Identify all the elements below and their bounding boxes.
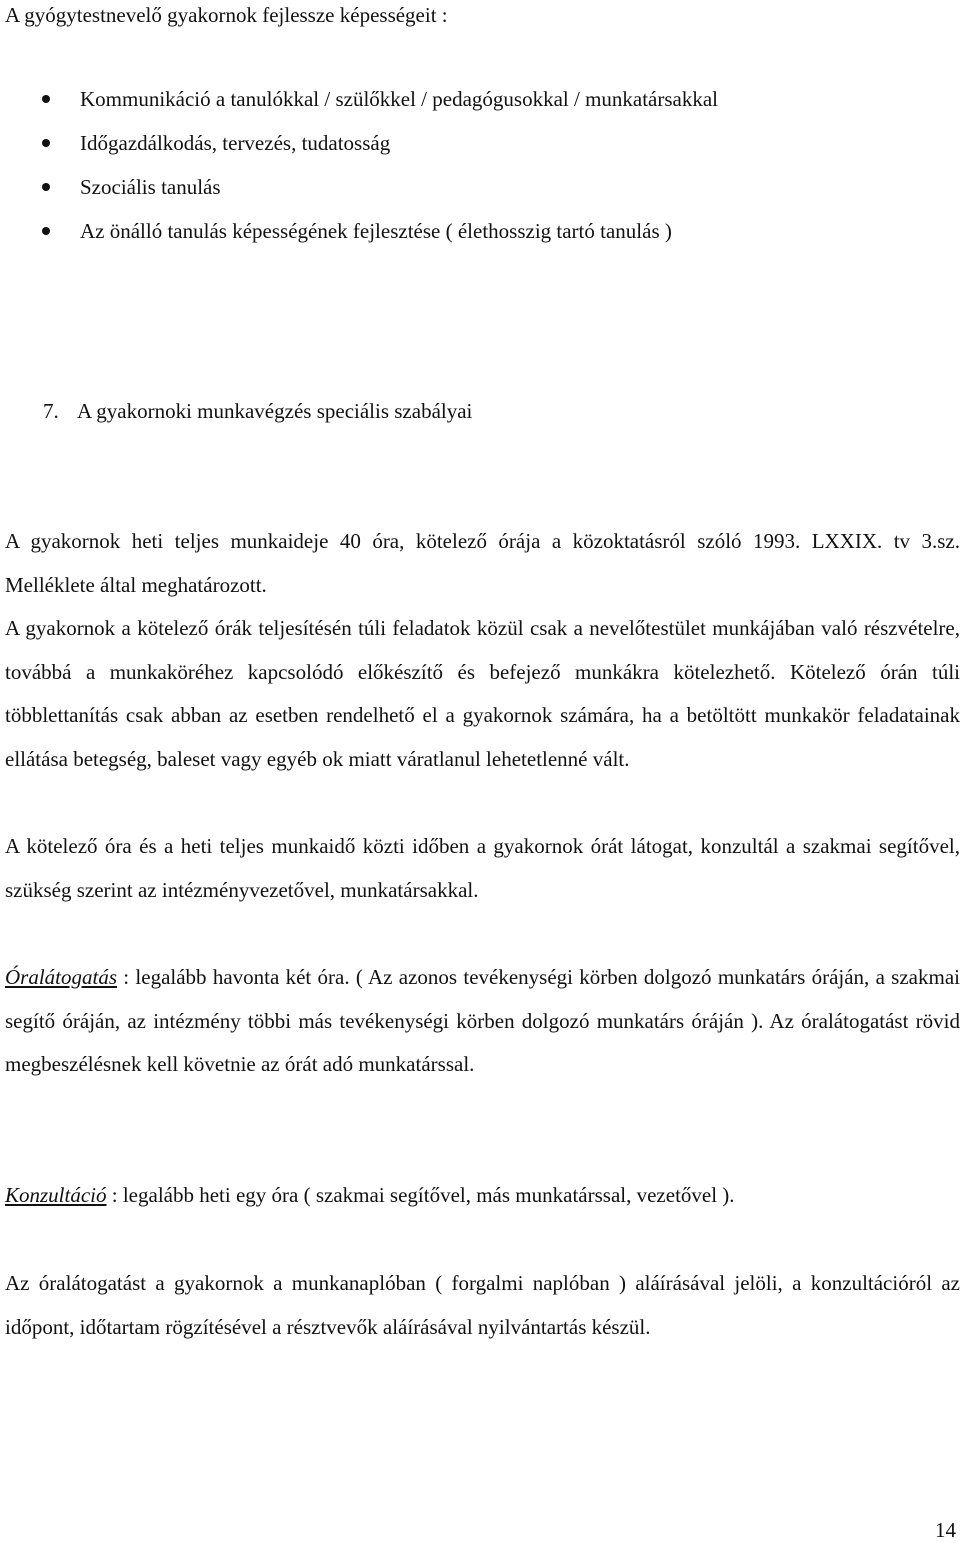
list-item-text: Időgazdálkodás, tervezés, tudatosság [80, 131, 391, 155]
list-item-text: Szociális tanulás [80, 175, 221, 199]
bullet-icon [42, 95, 50, 103]
bullet-icon [42, 139, 50, 147]
paragraph-obligations: A gyakornok a kötelező órák teljesítésén túli feladatok közül csak a nevelőtestület munkájában való részvételre, továbbá a munkaköréhez kapcsolódó előkészítő és befejező munkákra kötelezhető. Kötelező órán túli többlettanítás csak abban az esetben rendelhető el a gyakornok számára, ha a betöltött munkakör feladatainak ellátása betegség, baleset vagy egyéb ok miatt váratlanul lehetetlenné vált. [5, 616, 960, 771]
list-item-text: Az önálló tanulás képességének fejlesztése ( élethosszig tartó tanulás ) [80, 219, 672, 243]
paragraph-class-visit [5, 956, 960, 1087]
page-number: 14 [935, 1518, 956, 1542]
list-item-text: Kommunikáció a tanulókkal / szülőkkel / pedagógusokkal / munkatársakkal [80, 87, 719, 111]
term-consultation: Konzultáció [5, 1183, 107, 1207]
list-item [0, 128, 718, 172]
section-title: A gyakornoki munkavégzés speciális szabályai [77, 399, 473, 423]
list-item [0, 172, 718, 216]
paragraph-consultation [5, 1174, 960, 1218]
section-number: 7. [43, 399, 59, 423]
consultation-text: : legalább heti egy óra ( szakmai segítővel, más munkatárssal, vezetővel ). [106, 1183, 735, 1207]
skills-list [0, 84, 718, 260]
list-item [0, 216, 718, 260]
paragraph-registration: Az óralátogatást a gyakornok a munkanaplóban ( forgalmi naplóban ) aláírásával jelöli, a konzultációról az időpont, időtartam rögzítésével a résztvevők aláírásával nyilvántartás készül. [5, 1271, 960, 1339]
class-visit-text: : legalább havonta két óra. ( Az azonos tevékenységi körben dolgozó munkatárs óráján, a szakmai segítő óráján, az intézmény többi más tevékenységi körben dolgozó munkatárs óráján ). Az óralátogatást rövid megbeszélésnek kell követnie az órát adó munkatárssal. [5, 965, 960, 1076]
bullet-icon [42, 227, 50, 235]
bullet-icon [42, 183, 50, 191]
list-item [0, 84, 718, 128]
section-heading [43, 396, 472, 426]
paragraph-working-hours: A gyakornok heti teljes munkaideje 40 óra, kötelező órája a közoktatásról szóló 1993. LXXIX. tv 3.sz. Melléklete által meghatározott. [5, 529, 960, 597]
paragraph-free-time: A kötelező óra és a heti teljes munkaidő közti időben a gyakornok órát látogat, konzultál a szakmai segítővel, szükség szerint az intézményvezetővel, munkatársakkal. [5, 834, 960, 902]
intro-line: A gyógytestnevelő gyakornok fejlessze képességeit : [5, 3, 448, 27]
term-class-visit: Óralátogatás [5, 965, 118, 989]
